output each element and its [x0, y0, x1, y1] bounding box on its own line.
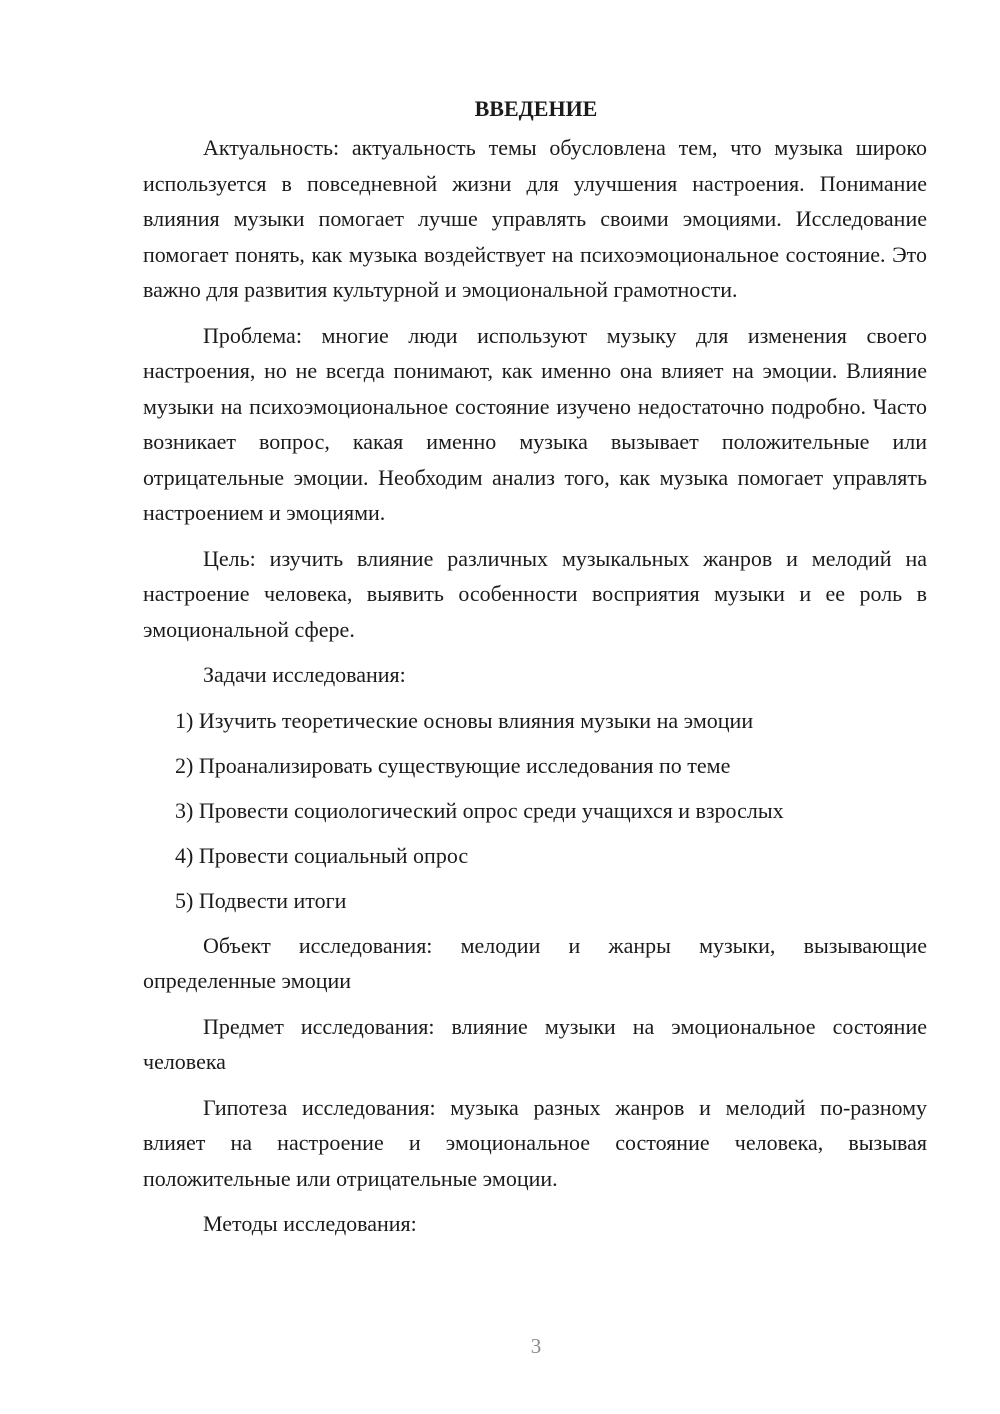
- task-item-1: 1) Изучить теоретические основы влияния музыки на эмоции: [175, 707, 754, 733]
- methods-heading: Методы исследования:: [203, 1211, 417, 1236]
- tasks-heading: Задачи исследования:: [203, 662, 406, 687]
- task-item-2: 2) Проанализировать существующие исследования по теме: [175, 752, 731, 778]
- hypothesis-paragraph: Гипотеза исследования: музыка разных жанров и мелодий по-разному влияет на настроение и эмоциональное состояние человека, вызывая положительные или отрицательные эмоции.: [143, 1094, 927, 1191]
- page-title: ВВЕДЕНИЕ: [474, 96, 598, 121]
- relevance-paragraph: Актуальность: актуальность темы обусловлена тем, что музыка широко используется в повседневной жизни для улучшения настроения. Понимание влияния музыки помогает лучше управлять своими эмоциями. Исследование помогает понять, как музыка воздействует на психоэмоциональное состояние. Это важно для развития культурной и эмоциональной грамотности.: [143, 135, 927, 302]
- problem-paragraph: Проблема: многие люди используют музыку для изменения своего настроения, но не всегда понимают, как именно она влияет на эмоции. Влияние музыки на психоэмоциональное состояние изучено недостаточно подробно. Часто возникает вопрос, какая именно музыка вызывает положительные или отрицательные эмоции. Необходим анализ того, как музыка помогает управлять настроением и эмоциями.: [143, 322, 927, 525]
- subject-paragraph: Предмет исследования: влияние музыки на эмоциональное состояние человека: [143, 1013, 927, 1074]
- page-number: 3: [530, 1334, 542, 1358]
- object-paragraph: Объект исследования: мелодии и жанры музыки, вызывающие определенные эмоции: [143, 932, 927, 993]
- task-item-3: 3) Провести социологический опрос среди учащихся и взрослых: [175, 797, 784, 823]
- goal-paragraph: Цель: изучить влияние различных музыкальных жанров и мелодий на настроение человека, выявить особенности восприятия музыки и ее роль в эмоциональной сфере.: [143, 545, 927, 642]
- document-page: [143, 94, 927, 1252]
- task-item-5: 5) Подвести итоги: [175, 887, 347, 913]
- task-item-4: 4) Провести социальный опрос: [175, 842, 469, 868]
- tasks-list: [143, 703, 927, 919]
